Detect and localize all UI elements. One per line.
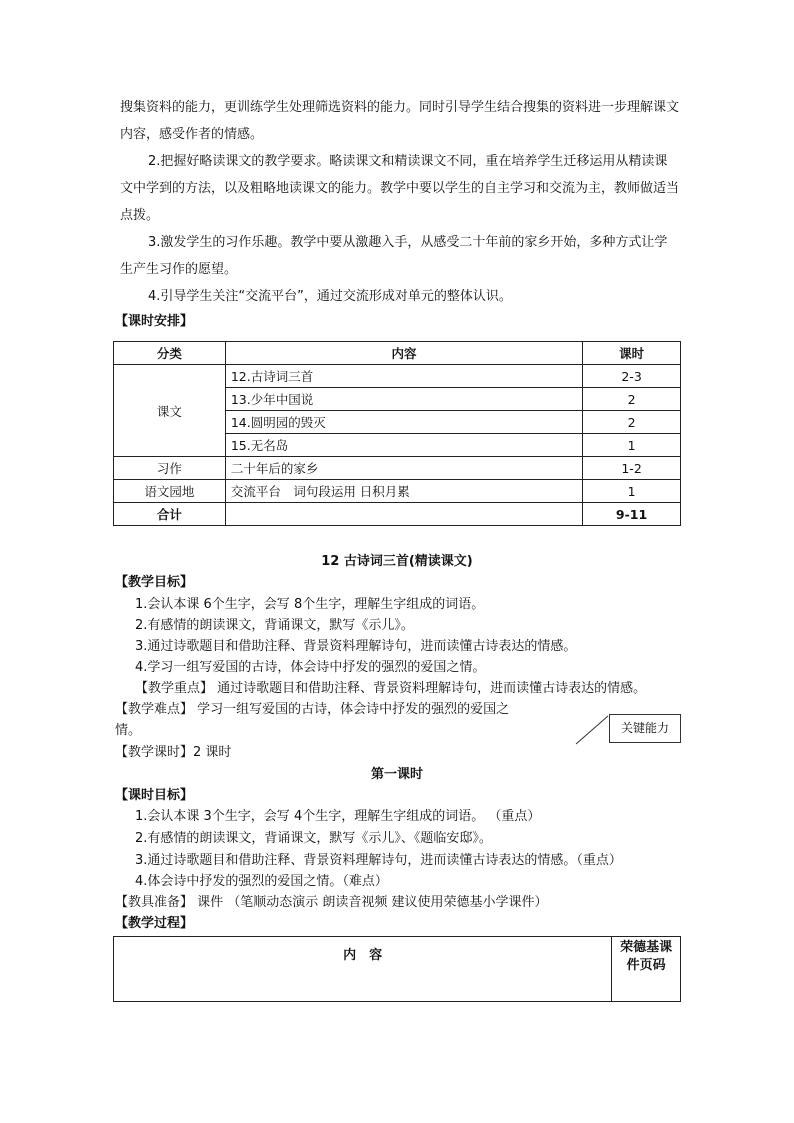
- goal-item: 2.有感情的朗读课文，背诵课文，默写《示儿》。: [135, 618, 414, 633]
- intro-paragraph-3: 3.激发学生的习作乐趣。教学中要从激趣入手，从感受二十年前的家乡开始，多种方式让学生产生习作的愿望。: [120, 235, 668, 277]
- hours-cell: 2-3: [583, 365, 681, 388]
- total-row: [114, 503, 681, 526]
- goal-item: 3.通过诗歌题目和借助注释、背景资料理解诗句，进而读懂古诗表达的情感。: [135, 639, 577, 654]
- total-label: 合计: [114, 503, 226, 526]
- process-page-header: 荣德基课件页码: [612, 937, 681, 1002]
- intro-paragraph-4: 4.引导学生关注“交流平台”，通过交流形成对单元的整体认识。: [148, 289, 512, 304]
- teaching-goals-heading: 【教学目标】: [115, 575, 194, 590]
- schedule-heading: 【课时安排】: [115, 314, 194, 329]
- teaching-tools-line: 【教具准备】 课件 （笔顺动态演示 朗读音视频 建议使用荣德基小学课件）: [115, 895, 548, 910]
- goal-item: 4.学习一组写爱国的古诗，体会诗中抒发的强烈的爱国之情。: [135, 660, 486, 675]
- total-hours: 9-11: [583, 503, 681, 526]
- callout-pointer: [574, 714, 610, 746]
- goal-item: 1.会认本课 6个生字，会写 8个生字，理解生字组成的词语。: [135, 597, 485, 612]
- hours-cell: 1: [583, 434, 681, 457]
- category-cell: 语文园地: [114, 480, 226, 503]
- key-point-line: 【教学重点】 通过诗歌题目和借助注释、背景资料理解诗句，进而读懂古诗表达的情感。: [135, 681, 647, 696]
- first-period-title: 第一课时: [370, 767, 423, 782]
- hours-cell: 2: [583, 388, 681, 411]
- hours-cell: 1-2: [583, 457, 681, 480]
- content-cell: 15.无名岛: [225, 434, 582, 457]
- schedule-table: [113, 341, 681, 526]
- content-cell: 13.少年中国说: [225, 388, 582, 411]
- header-hours: 课时: [583, 342, 681, 365]
- hours-cell: 2: [583, 411, 681, 434]
- period-goals-heading: 【课时目标】: [115, 788, 194, 803]
- process-heading: 【教学过程】: [115, 916, 194, 931]
- process-content-header: 内 容: [114, 937, 612, 1002]
- schedule-header-row: [114, 342, 681, 365]
- content-cell: 交流平台 词句段运用 日积月累: [225, 480, 582, 503]
- key-ability-callout: 关键能力: [609, 714, 681, 743]
- period-goal-item: 2.有感情的朗读课文，背诵课文，默写《示儿》、《题临安邸》。: [135, 831, 492, 846]
- content-cell: 12.古诗词三首: [225, 365, 582, 388]
- intro-paragraph-1: 搜集资料的能力，更训练学生处理筛选资料的能力。同时引导学生结合搜集的资料进一步理解课文内容，感受作者的情感。: [120, 100, 680, 142]
- table-row: [114, 365, 681, 388]
- table-row: [114, 457, 681, 480]
- category-cell: 课文: [114, 365, 226, 457]
- table-row: [114, 480, 681, 503]
- header-content: 内容: [225, 342, 582, 365]
- period-goal-item: 3.通过诗歌题目和借助注释、背景资料理解诗句，进而读懂古诗表达的情感。（重点）: [135, 853, 622, 868]
- lesson-title: 12 古诗词三首(精读课文): [321, 554, 473, 569]
- intro-paragraph-2: 2.把握好略读课文的教学要求。略读课文和精读课文不同，重在培养学生迁移运用从精读课文中学到的方法，以及粗略地读课文的能力。教学中要以学生的自主学习和交流为主，教师做适当点拨。: [120, 154, 680, 223]
- hours-cell: 1: [583, 480, 681, 503]
- period-goal-item: 1.会认本课 3个生字，会写 4个生字，理解生字组成的词语。 （重点）: [135, 809, 541, 824]
- total-content: [225, 503, 582, 526]
- content-cell: 14.圆明园的毁灭: [225, 411, 582, 434]
- header-category: 分类: [114, 342, 226, 365]
- difficulty-line-continued: 情。: [115, 723, 142, 738]
- content-cell: 二十年后的家乡: [225, 457, 582, 480]
- teaching-hours-line: 【教学课时】2 课时: [115, 745, 232, 760]
- process-table: [113, 936, 681, 1002]
- category-cell: 习作: [114, 457, 226, 480]
- difficulty-line: 【教学难点】 学习一组写爱国的古诗，体会诗中抒发的强烈的爱国之: [115, 702, 510, 717]
- period-goal-item: 4.体会诗中抒发的强烈的爱国之情。（难点）: [135, 874, 388, 889]
